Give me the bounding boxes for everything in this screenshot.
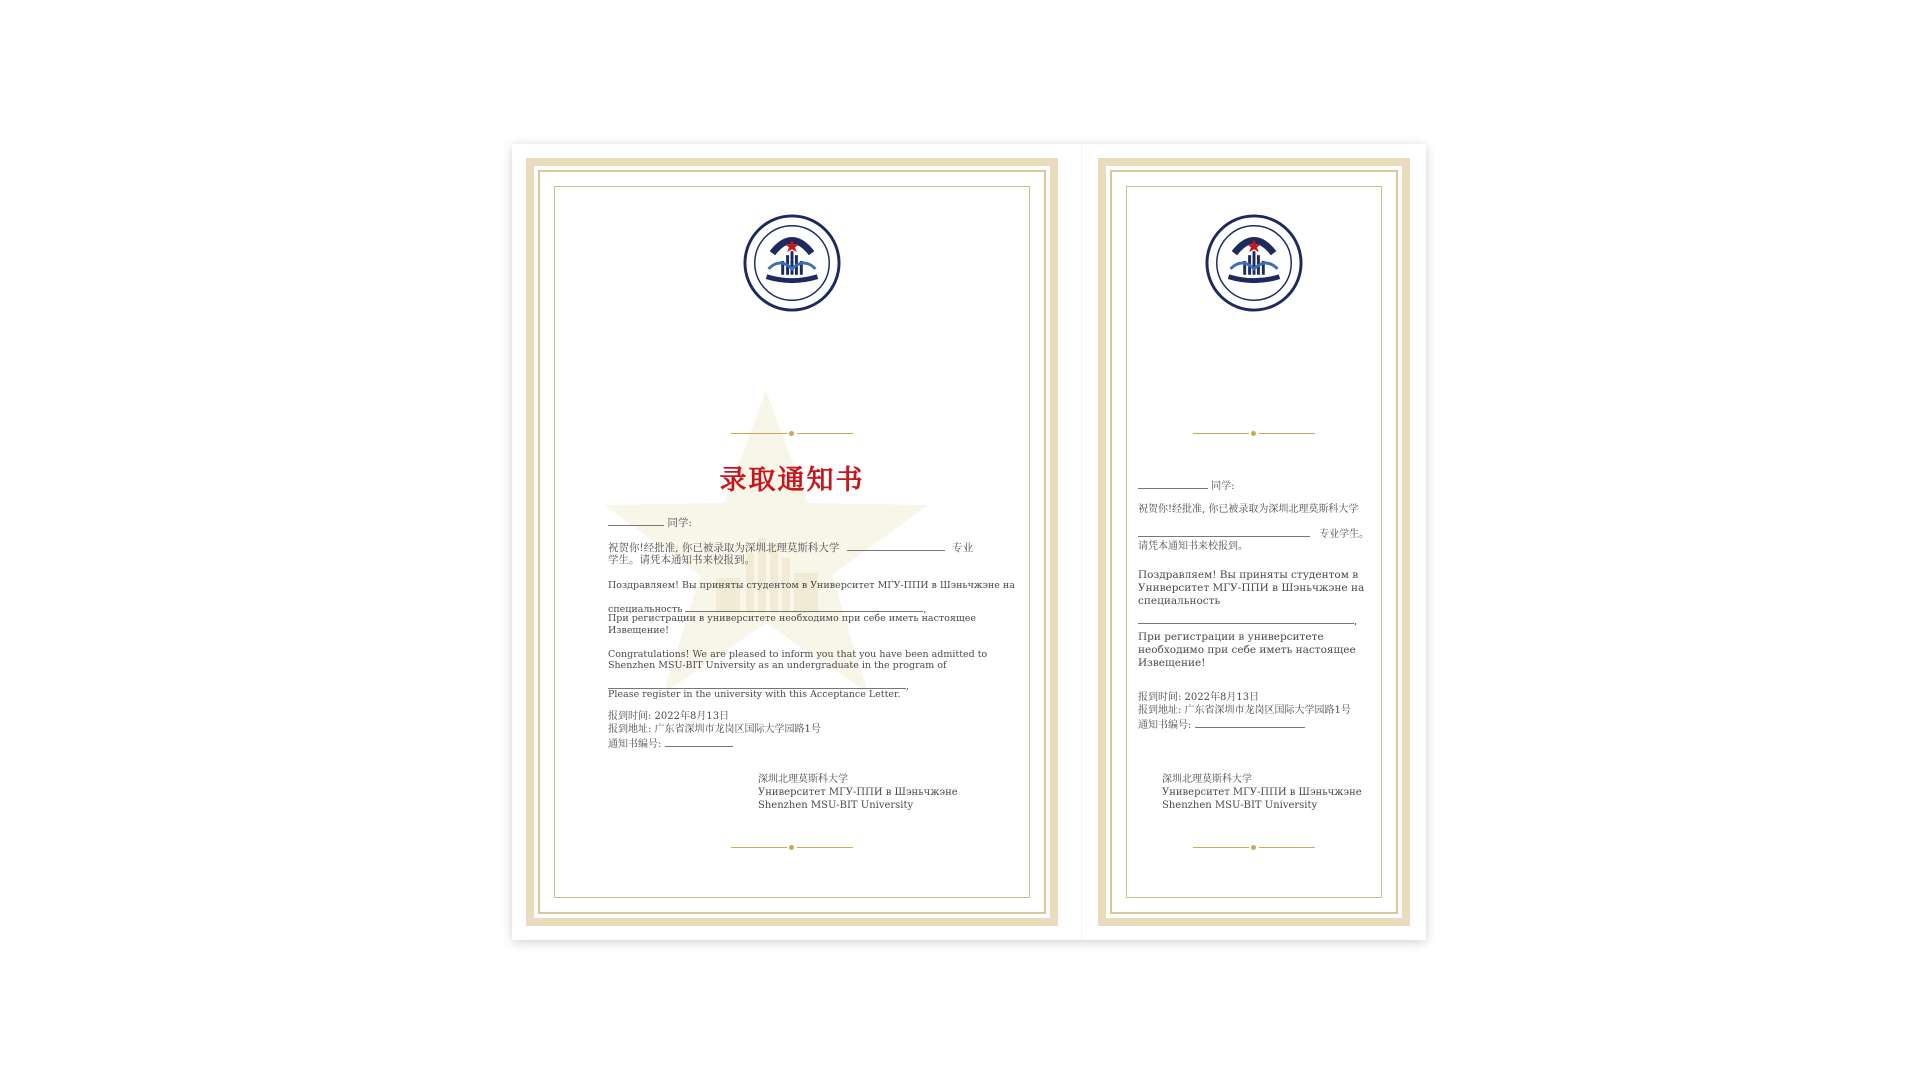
major-blank-cn[interactable] [847,540,945,551]
signature-en: Shenzhen MSU-BIT University [1162,800,1318,811]
student-name-blank[interactable] [608,515,664,526]
university-emblem [1205,214,1303,312]
ru-congrats-line: Поздравляем! Вы приняты студентом в Университет МГУ-ППИ в Шэньчжэне на [608,580,1015,591]
notice-number-blank[interactable] [665,736,733,747]
signature-ru: Университет МГУ-ППИ в Шэньчжэне [1162,787,1362,798]
specialty-blank-ru[interactable] [685,601,923,612]
ru-register-line: При регистрации в университете необходимо при себе иметь настоящее [608,613,976,624]
ru-register-line-2: необходимо при себе иметь настоящее [1138,644,1356,656]
bottom-divider [731,844,853,852]
report-time: 报到时间: 2022年8月13日 [608,711,730,722]
ru-notice-line: Извещение! [608,625,669,636]
ru-congrats-line-1: Поздравляем! Вы приняты студентом в [1138,569,1359,581]
en-congrats-line-2: Shenzhen MSU-BIT University as an undergraduate in the program of [608,660,947,671]
student-name-blank[interactable] [1138,478,1208,489]
student-line: 同学: [608,515,692,530]
right-page [1098,158,1410,926]
ru-register-line-3: Извещение! [1138,657,1206,669]
notice-number-blank[interactable] [1195,717,1305,728]
document-title: 录取通知书 [719,465,865,496]
en-congrats-line-1: Congratulations! We are pleased to inform you that you have been admitted to [608,649,988,660]
signature-ru: Университет МГУ-ППИ в Шэньчжэне [758,787,958,798]
cn-major-line: 专业学生。 [1138,526,1369,542]
report-time: 报到时间: 2022年8月13日 [1138,692,1260,703]
signature-cn: 深圳北理莫斯科大学 [1162,774,1252,785]
bottom-divider [1193,844,1315,852]
cn-report-line: 请凭本通知书来校报到。 [1138,541,1248,552]
notice-number-line: 通知书编号: [1138,717,1305,733]
cn-congrats-line: 祝贺你!经批准, 你已被录取为深圳北理莫斯科大学 专业 [608,542,974,554]
left-page [526,158,1058,926]
top-divider [731,430,853,438]
major-blank-cn[interactable] [1138,526,1310,537]
notice-number-line: 通知书编号: [608,736,733,752]
specialty-blank-ru[interactable] [1138,613,1354,624]
ru-register-line-1: При регистрации в университете [1138,631,1324,643]
ru-congrats-line-2: Университет МГУ-ППИ в Шэньчжэне на [1138,582,1365,594]
fold-line [1081,144,1082,940]
en-program-line: , [608,678,909,694]
signature-en: Shenzhen MSU-BIT University [758,800,914,811]
report-address: 报到地址: 广东省深圳市龙岗区国际大学园路1号 [1138,705,1351,716]
ru-specialty-blank-line: , [1138,613,1357,629]
admission-letter-spread [512,144,1426,940]
cn-congrats-line: 祝贺你!经批准, 你已被录取为深圳北理莫斯科大学 [1138,504,1359,515]
ru-congrats-line-3: специальность [1138,595,1221,607]
ru-specialty-line: специальность , [608,601,926,617]
top-divider [1193,430,1315,438]
report-address: 报到地址: 广东省深圳市龙岗区国际大学园路1号 [608,724,821,735]
signature-cn: 深圳北理莫斯科大学 [758,774,848,785]
cn-report-line: 学生。请凭本通知书来校报到。 [608,554,755,566]
university-emblem [743,214,841,312]
en-register-line: Please register in the university with this Acceptance Letter. [608,689,901,700]
student-line: 同学: [1138,478,1235,494]
